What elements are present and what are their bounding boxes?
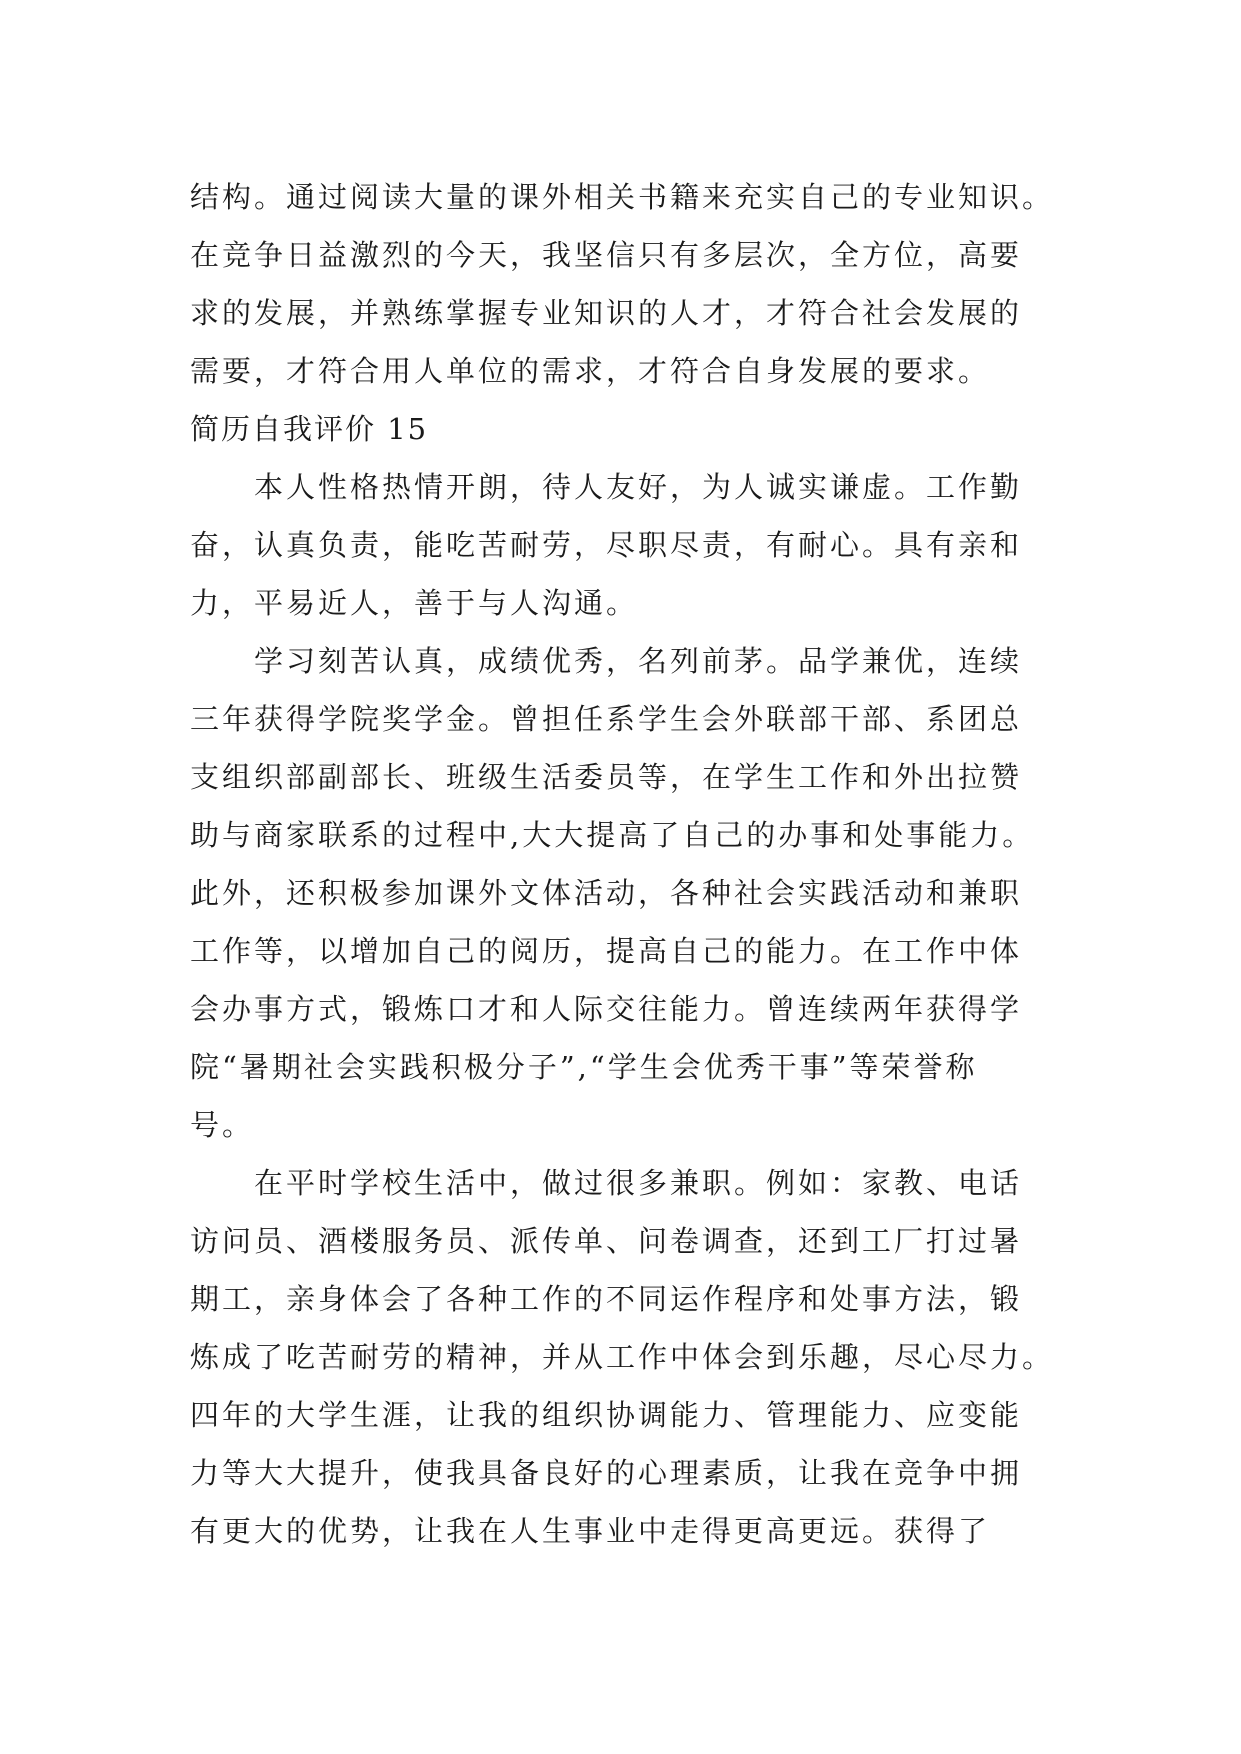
text-line: 访问员、酒楼服务员、派传单、问卷调查，还到工厂打过暑 [190, 1224, 1023, 1258]
section-heading: 简历自我评价 15 [190, 412, 429, 446]
paragraph-study [190, 632, 1090, 1154]
document-body [190, 168, 1090, 1560]
text-line: 此外，还积极参加课外文体活动，各种社会实践活动和兼职 [190, 876, 1023, 910]
text-line: 结构。通过阅读大量的课外相关书籍来充实自己的专业知识。 [190, 180, 1055, 214]
text-line: 求的发展，并熟练掌握专业知识的人才，才符合社会发展的 [190, 296, 1023, 330]
text-line: 力等大大提升，使我具备良好的心理素质，让我在竞争中拥 [190, 1456, 1023, 1490]
text-line: 助与商家联系的过程中,大大提高了自己的办事和处事能力。 [190, 818, 1035, 852]
text-line: 力，平易近人，善于与人沟通。 [190, 586, 639, 620]
paragraph-parttime [190, 1154, 1090, 1560]
text-line: 需要，才符合用人单位的需求，才符合自身发展的要求。 [190, 354, 991, 388]
text-line: 在竞争日益激烈的今天，我坚信只有多层次，全方位，高要 [190, 238, 1023, 272]
text-line: 炼成了吃苦耐劳的精神，并从工作中体会到乐趣，尽心尽力。 [190, 1340, 1055, 1374]
intro-paragraph [190, 168, 1090, 400]
text-line: 工作等，以增加自己的阅历，提高自己的能力。在工作中体 [190, 934, 1023, 968]
text-line: 院“暑期社会实践积极分子”,“学生会优秀干事”等荣誉称 [190, 1050, 978, 1084]
paragraph-personality [190, 458, 1090, 632]
text-line: 有更大的优势，让我在人生事业中走得更高更远。获得了 [190, 1514, 991, 1548]
text-line: 在平时学校生活中，做过很多兼职。例如：家教、电话 [254, 1166, 1023, 1200]
text-line: 期工，亲身体会了各种工作的不同运作程序和处事方法，锻 [190, 1282, 1023, 1316]
text-line: 四年的大学生涯，让我的组织协调能力、管理能力、应变能 [190, 1398, 1023, 1432]
text-line: 学习刻苦认真，成绩优秀，名列前茅。品学兼优，连续 [254, 644, 1023, 678]
text-line: 三年获得学院奖学金。曾担任系学生会外联部干部、系团总 [190, 702, 1023, 736]
text-line: 奋，认真负责，能吃苦耐劳，尽职尽责，有耐心。具有亲和 [190, 528, 1023, 562]
text-line: 本人性格热情开朗，待人友好，为人诚实谦虚。工作勤 [254, 470, 1023, 504]
text-line: 号。 [190, 1108, 255, 1142]
text-line: 会办事方式，锻炼口才和人际交往能力。曾连续两年获得学 [190, 992, 1023, 1026]
text-line: 支组织部副部长、班级生活委员等，在学生工作和外出拉赞 [190, 760, 1023, 794]
